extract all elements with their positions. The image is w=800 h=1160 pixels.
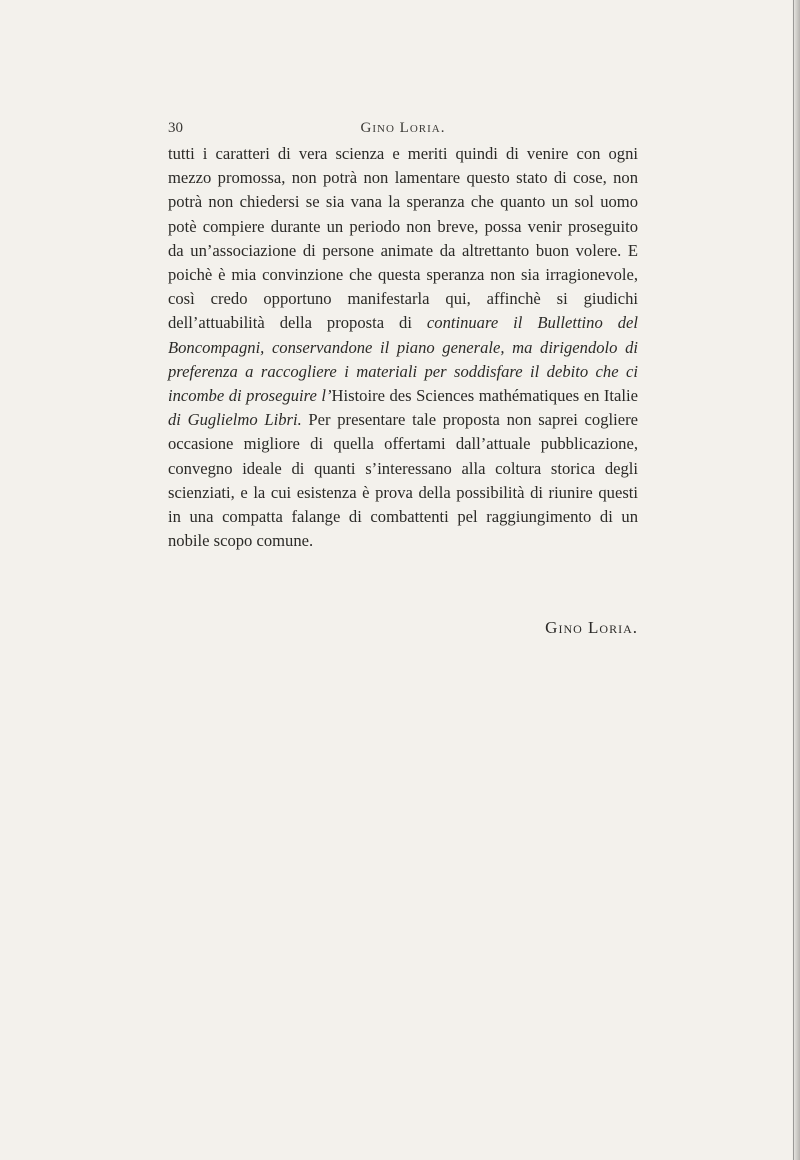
text-segment: tutti i caratteri di vera scienza e meriti quindi di venire con ogni mezzo promossa, non potrà non lamentare questo stato di cose, non potrà non chiedersi se sia vana la speranza che quanto un sol uomo potè compiere durante un periodo non breve, possa venir proseguito da un’associazione di persone animate da altrettanto buon volere. E poichè è mia convinzione che questa speranza non sia irragionevole, così credo opportuno manifestarla qui, affinchè si giudichi dell’attuabilità della proposta di [168, 144, 638, 333]
italic-segment: continuare il Bullettino del Boncompagni, conservandone il piano generale, ma dirigendolo di preferenza a raccogliere i materiali per soddisfare il debito che ci incombe di proseguire l’ [168, 313, 638, 406]
page-number: 30 [168, 120, 183, 136]
body-text [168, 142, 638, 553]
text-segment: Histoire des Sciences mathématiques en Italie [331, 386, 638, 406]
page-edge-line [793, 0, 794, 1160]
running-head [168, 120, 638, 142]
paragraph [168, 142, 638, 553]
signature: Gino Loria. [545, 618, 638, 637]
running-title: Gino Loria. [360, 120, 446, 136]
text-segment: Per presentare tale proposta non saprei cogliere occasione migliore di quella offertami dall’attuale pubblicazione, convegno ideale di quanti s’interessano alla coltura storica degli scienziati, e la cui esistenza è prova della possibilità di riunire questi in una compatta falange di combattenti pel raggiungimento di un nobile scopo comune. [168, 410, 638, 551]
italic-segment: di Guglielmo Libri. [168, 410, 302, 430]
